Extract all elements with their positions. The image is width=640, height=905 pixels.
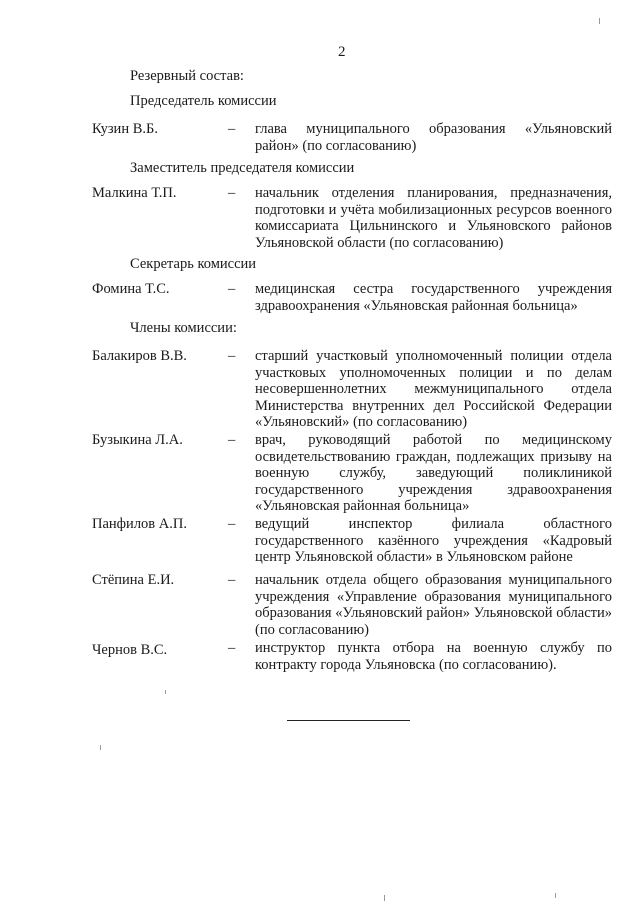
- person-name: Бузыкина Л.А.: [92, 432, 183, 448]
- person-name: Балакиров В.В.: [92, 348, 187, 364]
- dash-separator: –: [228, 572, 236, 588]
- person-description: ведущий инспектор филиала областного государственного казённого учреждения «Кадровый центр Ульяновской области» в Ульяновском районе: [255, 516, 612, 565]
- dash-separator: –: [228, 348, 236, 364]
- page-number: 2: [338, 44, 346, 60]
- scan-speck: [384, 895, 385, 901]
- person-description: медицинская сестра государственного учреждения здравоохранения «Ульяновская районная больница»: [255, 281, 612, 314]
- scan-speck: [599, 18, 600, 24]
- section-chairman-heading: Председатель комиссии: [130, 93, 277, 109]
- dash-separator: –: [228, 121, 236, 137]
- person-name: Стёпина Е.И.: [92, 572, 175, 588]
- section-secretary-heading: Секретарь комиссии: [130, 256, 257, 272]
- dash-separator: –: [228, 185, 236, 201]
- scan-speck: [100, 745, 101, 750]
- person-description: инструктор пункта отбора на военную службу по контракту города Ульяновска (по согласованию).: [255, 640, 612, 673]
- person-name: Чернов В.С.: [92, 642, 168, 658]
- dash-separator: –: [228, 640, 236, 656]
- person-description: старший участковый уполномоченный полиции отдела участковых уполномоченных полиции и по делам несовершеннолетних межмуниципального отдела Министерства внутренних дел Российской Федерации «Ульяновский» (по согласованию): [255, 348, 612, 430]
- section-reserve-heading: Резервный состав:: [130, 68, 244, 84]
- person-name: Панфилов А.П.: [92, 516, 187, 532]
- person-name: Кузин В.Б.: [92, 121, 158, 137]
- dash-separator: –: [228, 432, 236, 448]
- person-description: врач, руководящий работой по медицинскому освидетельствованию граждан, подлежащих призыву на военную службу, заведующий поликлиникой государственного учреждения здравоохранения «Ульяновская районная больница»: [255, 432, 612, 514]
- section-members-heading: Члены комиссии:: [130, 320, 237, 336]
- person-name: Малкина Т.П.: [92, 185, 177, 201]
- dash-separator: –: [228, 516, 236, 532]
- person-description: начальник отделения планирования, предназначения, подготовки и учёта мобилизационных ресурсов военного комиссариата Цильнинского и Ульяновского районов Ульяновской области (по согласованию): [255, 185, 612, 251]
- closing-rule: [287, 720, 410, 721]
- scan-speck: [165, 690, 166, 694]
- section-deputy-heading: Заместитель председателя комиссии: [130, 160, 355, 176]
- person-description: начальник отдела общего образования муниципального учреждения «Управление образования муниципального образования «Ульяновский район» Ульяновской области» (по согласованию): [255, 572, 612, 638]
- scan-speck: [555, 893, 556, 898]
- person-name: Фомина Т.С.: [92, 281, 170, 297]
- person-description: глава муниципального образования «Ульяновский район» (по согласованию): [255, 121, 612, 154]
- dash-separator: –: [228, 281, 236, 297]
